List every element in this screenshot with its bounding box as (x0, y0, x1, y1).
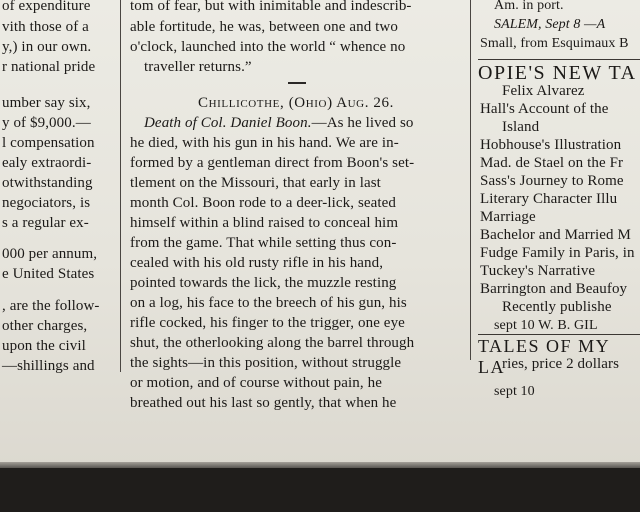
left-line: negociators, is (2, 195, 91, 211)
article-line: tom of fear, but with inimitable and indescrib- (130, 0, 412, 14)
book-list-item: Barrington and Beaufoy (480, 281, 628, 297)
advert-date: sept 10 (494, 384, 535, 399)
book-list-item: Recently publishe (502, 299, 612, 315)
left-line: ealy extraordi- (2, 155, 92, 171)
left-line: e United States (2, 266, 95, 282)
left-line: vith those of a (2, 19, 89, 35)
left-line: —shillings and (2, 358, 95, 374)
column-rule (470, 0, 471, 360)
middle-column (124, 0, 468, 411)
section-divider (288, 82, 306, 84)
left-line: s a regular ex- (2, 215, 89, 231)
right-column (474, 0, 640, 400)
article-line: rifle cocked, his finger to the trigger, one eye (130, 315, 405, 331)
book-list-item: Fudge Family in Paris, in (480, 245, 635, 261)
book-list-item: Bachelor and Married M (480, 227, 631, 243)
book-list-item: Literary Character Illu (480, 191, 618, 207)
article-line: pointed towards the lick, the muzzle resting (130, 275, 397, 291)
advert-signature: sept 10 W. B. GIL (494, 318, 598, 333)
advert-rule (478, 334, 640, 335)
left-line: upon the civil (2, 338, 86, 354)
article-line: from the game. That while setting thus con- (130, 235, 397, 251)
left-line: other charges, (2, 318, 88, 334)
left-line: y of $9,000.— (2, 115, 91, 131)
advert-line: ries, price 2 dollars (502, 356, 620, 372)
article-line: shut, the otherlooking along the barrel through (130, 335, 415, 351)
column-rule (120, 0, 121, 372)
article-line: the sights—in this position, without struggle (130, 355, 402, 371)
article-line: able fortitude, he was, between one and two (130, 19, 398, 35)
article-line: breathed out his last so gently, that when he (130, 395, 397, 411)
book-list-item: Marriage (480, 209, 536, 225)
left-column (0, 0, 114, 372)
advert-line: SALEM, Sept 8 —A (494, 17, 606, 32)
article-line: month Col. Boon rode to a deer-lick, seated (130, 195, 397, 211)
article-line: himself within a blind raised to conceal him (130, 215, 399, 231)
article-line: or motion, and of course without pain, he (130, 375, 382, 391)
article-line: traveller returns.” (144, 59, 252, 75)
left-line: , are the follow- (2, 298, 100, 314)
left-line: y,) in our own. (2, 39, 92, 55)
advert-line: Small, from Esquimaux B (480, 36, 629, 51)
dark-background (0, 468, 640, 512)
book-list-item: Island (502, 119, 540, 135)
book-list-item: Mad. de Stael on the Fr (480, 155, 624, 171)
article-line: o'clock, launched into the world “ whence no (130, 39, 406, 55)
book-list-item: Tuckey's Narrative (480, 263, 596, 279)
advert-line: Am. in port. (494, 0, 564, 13)
article-line: tlement on the Missouri, that early in last (130, 175, 381, 191)
left-line: 000 per annum, (2, 246, 98, 262)
book-list-item: Hobhouse's Illustration (480, 137, 622, 153)
article-lead (130, 113, 414, 133)
book-list-item: Felix Alvarez (502, 83, 585, 99)
dateline: Chillicothe, (Ohio) Aug. 26. (198, 95, 394, 111)
article-line: cealed with his old rusty rifle in his hand, (130, 255, 384, 271)
left-line: of expenditure (2, 0, 91, 14)
advert-rule (478, 59, 640, 60)
article-line: he died, with his gun in his hand. We are in- (130, 135, 399, 151)
left-line: l compensation (2, 135, 95, 151)
advert-heading: OPIE'S NEW TA (478, 62, 637, 84)
book-list-item: Sass's Journey to Rome (480, 173, 624, 189)
article-line: on a log, his face to the breech of his gun, his (130, 295, 407, 311)
left-line: umber say six, (2, 95, 91, 111)
left-line: r national pride (2, 59, 96, 75)
advert-heading: TALES OF MY LA (478, 336, 610, 377)
book-list-item: Hall's Account of the (480, 101, 609, 117)
left-line: otwithstanding (2, 175, 93, 191)
article-headline: Death of Col. Daniel Boon. (144, 115, 312, 131)
article-line: formed by a gentleman direct from Boon's set- (130, 155, 415, 171)
article-line: —As he lived so (311, 115, 414, 131)
